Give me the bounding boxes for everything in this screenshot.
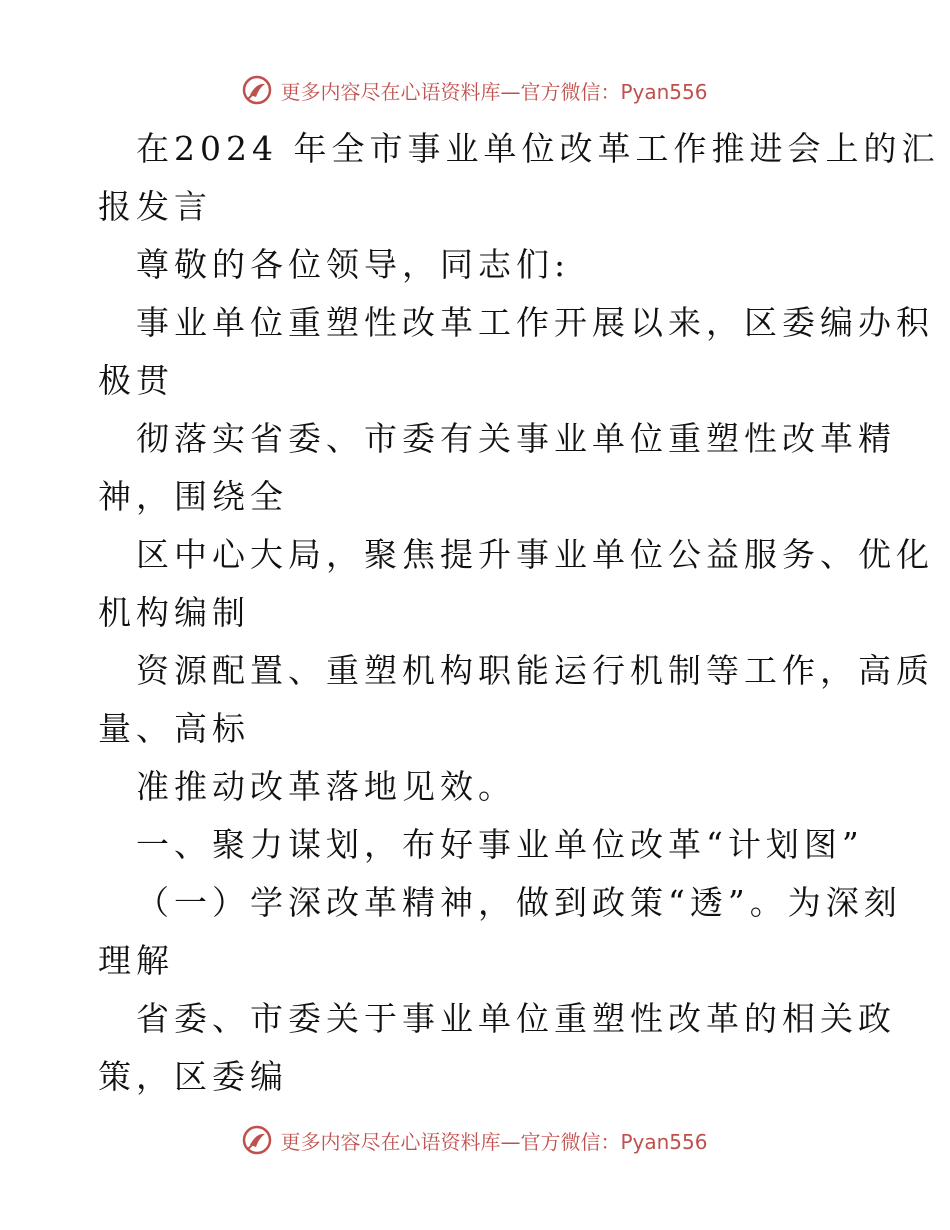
doc-line: 省委、市委关于事业单位重塑性改革的相关政 — [136, 999, 896, 1038]
doc-line: 理解 — [98, 941, 174, 980]
doc-line: 极贯 — [98, 361, 174, 400]
brand-logo-icon — [242, 1125, 272, 1155]
doc-line: 一、聚力谋划，布好事业单位改革“计划图” — [136, 825, 864, 864]
document-body — [98, 120, 940, 1106]
doc-line: 资源配置、重塑机构职能运行机制等工作，高质 — [136, 651, 934, 690]
doc-line: 准推动改革落地见效。 — [136, 767, 516, 806]
header-banner — [0, 70, 950, 110]
doc-line: 机构编制 — [98, 593, 250, 632]
doc-line: 尊敬的各位领导，同志们: — [136, 245, 571, 284]
doc-line: 彻落实省委、市委有关事业单位重塑性改革精 — [136, 419, 896, 458]
doc-line: 事业单位重塑性改革工作开展以来，区委编办积 — [136, 303, 934, 342]
doc-line: 神，围绕全 — [98, 477, 288, 516]
doc-line: 策，区委编 — [98, 1057, 288, 1096]
doc-line: 量、高标 — [98, 709, 250, 748]
doc-line: 区中心大局，聚焦提升事业单位公益服务、优化 — [136, 535, 934, 574]
footer-banner-text: 更多内容尽在心语资料库—官方微信：Pyan556 — [280, 1129, 708, 1154]
header-banner-text: 更多内容尽在心语资料库—官方微信：Pyan556 — [280, 79, 708, 104]
brand-logo-icon — [242, 75, 272, 105]
footer-banner — [0, 1120, 950, 1160]
doc-line: 在2024 年全市事业单位改革工作推进会上的汇 — [136, 129, 940, 168]
doc-line: （一）学深改革精神，做到政策“透”。为深刻 — [136, 883, 902, 922]
doc-line: 报发言 — [98, 187, 212, 226]
